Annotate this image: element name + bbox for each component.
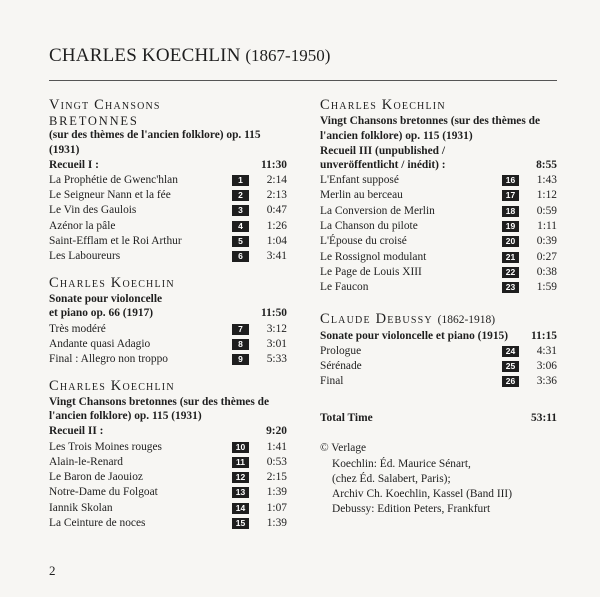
track-list xyxy=(320,173,557,295)
track-list xyxy=(49,322,287,368)
track-number-badge: 11 xyxy=(232,457,249,468)
track-title: Saint-Efflam et le Roi Arthur xyxy=(49,235,182,248)
track-number-badge: 9 xyxy=(232,354,249,365)
track-duration: 1:07 xyxy=(266,501,287,514)
track-duration: 0:59 xyxy=(536,204,557,217)
track-row xyxy=(49,470,287,485)
track-number-badge: 26 xyxy=(502,376,519,387)
track-title: Le Seigneur Nann et la fée xyxy=(49,189,171,202)
track-number-badge: 16 xyxy=(502,175,519,186)
track-title: Le Faucon xyxy=(320,281,369,294)
credits-line: Archiv Ch. Koechlin, Kassel (Band III) xyxy=(332,487,512,500)
section-debussy-sonate xyxy=(320,310,557,390)
group-header xyxy=(49,158,287,173)
track-title: Sérénade xyxy=(320,360,362,373)
track-duration: 1:11 xyxy=(537,220,557,233)
track-duration: 3:06 xyxy=(536,360,557,373)
track-list xyxy=(320,344,557,390)
track-number-badge: 13 xyxy=(232,487,249,498)
track-title: La Ceinture de noces xyxy=(49,517,146,530)
track-duration: 3:01 xyxy=(266,338,287,351)
section-subtitle: BRETONNES xyxy=(49,114,139,128)
track-row xyxy=(320,234,557,249)
work-title: Sonate pour violoncelle et piano (1915) xyxy=(320,329,509,342)
track-row xyxy=(49,322,287,337)
track-number-badge: 15 xyxy=(232,518,249,529)
track-duration: 4:31 xyxy=(536,344,557,357)
section-chansons-recueil-3 xyxy=(320,96,557,296)
group-title: Recueil III (unpublished / unveröffentlicht / inédit) : xyxy=(320,144,446,172)
work-title: Vingt Chansons bretonnes (sur des thèmes de l'ancien folklore) op. 115 (1931) xyxy=(49,395,270,423)
track-duration: 0:38 xyxy=(536,265,557,278)
track-title: Le Page de Louis XIII xyxy=(320,265,422,278)
work-details: (sur des thèmes de l'ancien folklore) op. 115 (1931) xyxy=(49,129,261,156)
total-time xyxy=(320,412,557,428)
track-title: Le Baron de Jaouioz xyxy=(49,471,143,484)
total-time-label: Total Time xyxy=(320,411,373,424)
work-title: Sonate pour violoncelle xyxy=(49,292,163,305)
group-time: 9:20 xyxy=(266,425,287,438)
track-title: Les Laboureurs xyxy=(49,250,121,263)
track-row xyxy=(320,250,557,265)
track-duration: 5:33 xyxy=(266,353,287,366)
track-row xyxy=(49,188,287,203)
track-title: Iannik Skolan xyxy=(49,501,113,514)
track-duration: 1:43 xyxy=(536,174,557,187)
track-duration: 1:39 xyxy=(266,486,287,499)
track-row xyxy=(49,173,287,188)
credits-line: (chez Éd. Salabert, Paris); xyxy=(332,472,451,485)
track-title: L'Épouse du croisé xyxy=(320,235,407,248)
track-row xyxy=(320,219,557,234)
work-time: 11:50 xyxy=(261,307,287,320)
track-list xyxy=(49,173,287,265)
track-row xyxy=(320,265,557,280)
track-number-badge: 6 xyxy=(232,251,249,262)
group-title: Recueil II : xyxy=(49,425,104,438)
group-time: 8:55 xyxy=(536,159,557,172)
track-row xyxy=(320,344,557,359)
work-time: 11:15 xyxy=(531,329,557,342)
track-row xyxy=(49,234,287,249)
track-title: Merlin au berceau xyxy=(320,189,403,202)
section-title: Vingt Chansons xyxy=(49,97,161,113)
track-title: La Chanson du pilote xyxy=(320,220,418,233)
track-row xyxy=(49,219,287,234)
track-number-badge: 3 xyxy=(232,205,249,216)
track-title: L'Enfant supposé xyxy=(320,174,399,187)
track-number-badge: 12 xyxy=(232,472,249,483)
track-number-badge: 2 xyxy=(232,190,249,201)
track-title: Le Rossignol modulant xyxy=(320,250,427,263)
page-number: 2 xyxy=(49,563,56,578)
composer-heading: Charles Koechlin xyxy=(49,274,175,291)
track-duration: 1:12 xyxy=(536,189,557,202)
track-title: Le Vin des Gaulois xyxy=(49,204,137,217)
track-title: La Conversion de Merlin xyxy=(320,204,435,217)
track-duration: 2:14 xyxy=(266,173,287,186)
credits-line: Debussy: Edition Peters, Frankfurt xyxy=(332,502,491,515)
work-header xyxy=(320,329,557,344)
track-row xyxy=(320,374,557,389)
track-duration: 3:41 xyxy=(266,250,287,263)
section-sonate-cello xyxy=(49,274,287,368)
track-number-badge: 25 xyxy=(502,361,519,372)
track-number-badge: 1 xyxy=(232,175,249,186)
track-title: Final xyxy=(320,375,344,388)
track-row xyxy=(49,249,287,264)
track-duration: 1:39 xyxy=(266,517,287,530)
track-row xyxy=(320,280,557,295)
track-title: Andante quasi Adagio xyxy=(49,338,151,351)
composer-name: Claude Debussy xyxy=(320,310,433,327)
track-title: Notre-Dame du Folgoat xyxy=(49,486,158,499)
section-chansons-recueil-1 xyxy=(49,96,287,265)
track-row xyxy=(49,516,287,531)
track-number-badge: 8 xyxy=(232,339,249,350)
work-header xyxy=(49,306,287,321)
track-number-badge: 5 xyxy=(232,236,249,247)
track-row xyxy=(49,485,287,500)
credits-heading: © Verlage xyxy=(320,441,367,454)
track-row xyxy=(320,359,557,374)
track-duration: 0:53 xyxy=(266,455,287,468)
track-title: Azénor la pâle xyxy=(49,219,116,232)
composer-name: CHARLES KOECHLIN xyxy=(49,45,241,66)
track-title: Final : Allegro non troppo xyxy=(49,353,168,366)
composer-years: (1862-1918) xyxy=(437,313,496,326)
group-title: Recueil I : xyxy=(49,158,99,171)
group-header xyxy=(320,144,557,174)
track-number-badge: 21 xyxy=(502,252,519,263)
track-row xyxy=(49,455,287,470)
work-title: Vingt Chansons bretonnes (sur des thèmes de l'ancien folklore) op. 115 (1931) xyxy=(320,115,541,142)
left-column xyxy=(49,96,287,540)
track-number-badge: 18 xyxy=(502,206,519,217)
track-title: Alain-le-Renard xyxy=(49,455,124,468)
track-title: Prologue xyxy=(320,344,362,357)
track-list xyxy=(49,440,287,532)
track-row xyxy=(49,501,287,516)
track-duration: 2:13 xyxy=(266,189,287,202)
track-row xyxy=(49,440,287,455)
track-number-badge: 19 xyxy=(502,221,519,232)
total-time-value: 53:11 xyxy=(531,411,557,424)
track-number-badge: 20 xyxy=(502,236,519,247)
track-duration: 0:27 xyxy=(536,250,557,263)
track-duration: 2:15 xyxy=(266,471,287,484)
track-row xyxy=(320,173,557,188)
composer-heading: Charles Koechlin xyxy=(49,377,175,394)
track-duration: 1:04 xyxy=(266,235,287,248)
credits-line: Koechlin: Éd. Maurice Sénart, xyxy=(332,457,471,470)
page-title xyxy=(49,45,330,67)
right-column xyxy=(320,96,557,517)
section-chansons-recueil-2 xyxy=(49,377,287,532)
track-title: La Prophétie de Gwenc'hlan xyxy=(49,173,178,186)
track-number-badge: 24 xyxy=(502,346,519,357)
track-row xyxy=(49,352,287,367)
track-number-badge: 4 xyxy=(232,221,249,232)
track-number-badge: 10 xyxy=(232,442,249,453)
track-duration: 0:39 xyxy=(536,235,557,248)
track-number-badge: 22 xyxy=(502,267,519,278)
track-duration: 3:12 xyxy=(266,322,287,335)
composer-heading xyxy=(320,310,557,329)
track-row xyxy=(320,204,557,219)
track-row xyxy=(320,188,557,203)
track-row xyxy=(49,203,287,218)
track-duration: 1:41 xyxy=(266,440,287,453)
track-duration: 3:36 xyxy=(536,375,557,388)
track-number-badge: 7 xyxy=(232,324,249,335)
track-number-badge: 17 xyxy=(502,190,519,201)
track-duration: 1:26 xyxy=(266,219,287,232)
track-duration: 0:47 xyxy=(266,204,287,217)
track-row xyxy=(49,337,287,352)
track-title: Très modéré xyxy=(49,322,106,335)
composer-heading: Charles Koechlin xyxy=(320,97,446,113)
composer-years: (1867-1950) xyxy=(245,46,331,65)
track-number-badge: 23 xyxy=(502,282,519,293)
group-header xyxy=(49,424,287,439)
track-title: Les Trois Moines rouges xyxy=(49,440,162,453)
track-number-badge: 14 xyxy=(232,503,249,514)
title-divider xyxy=(49,80,557,81)
publisher-credits xyxy=(320,441,557,517)
group-time: 11:30 xyxy=(261,158,287,171)
track-duration: 1:59 xyxy=(536,281,557,294)
work-title-line2: et piano op. 66 (1917) xyxy=(49,307,154,320)
